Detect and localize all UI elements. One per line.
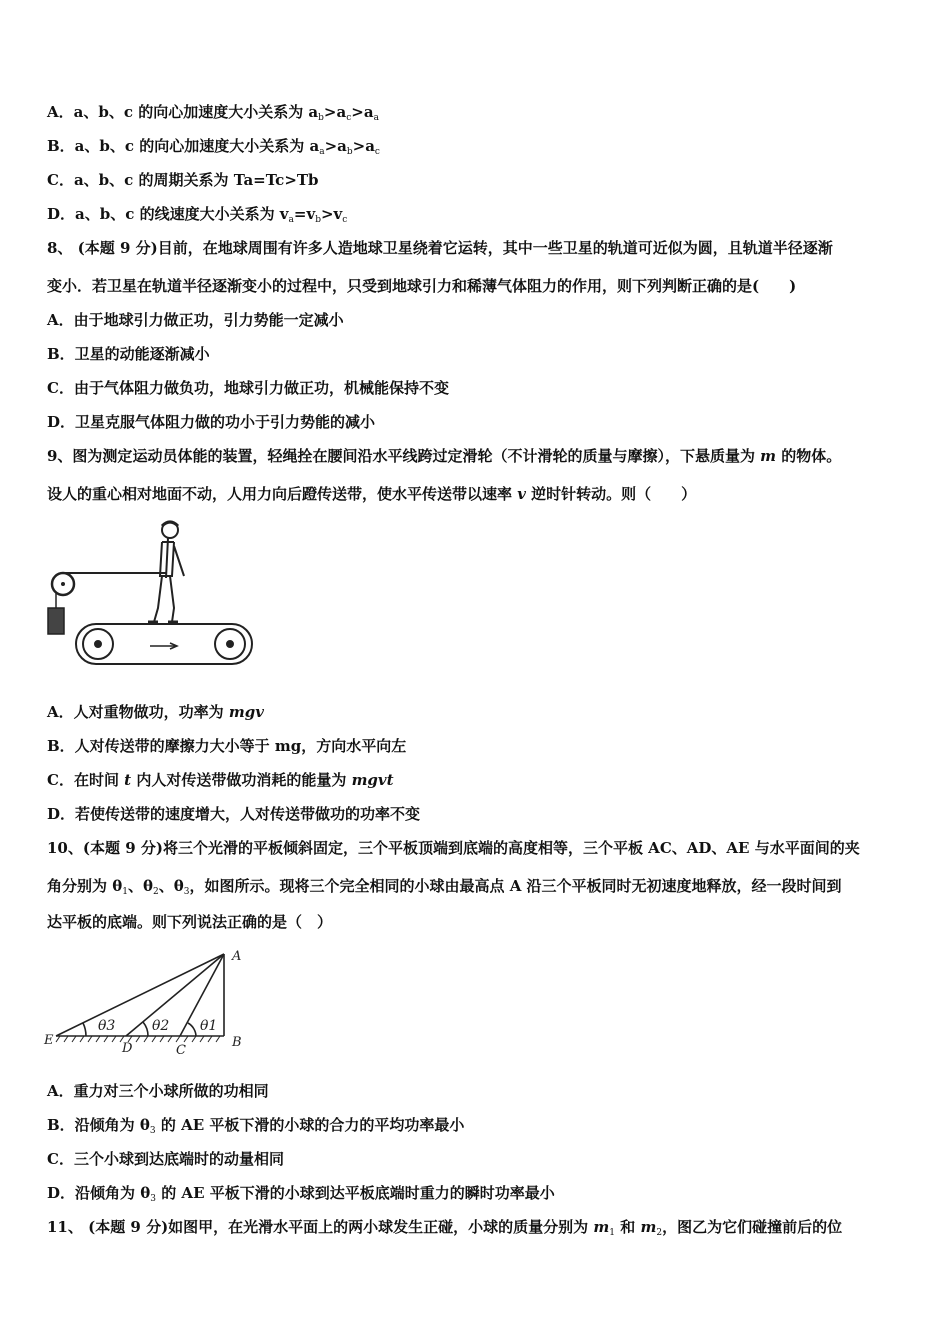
label-e: E <box>44 1033 54 1048</box>
hanging-weight <box>48 608 64 634</box>
q8-option-c: C．由于气体阻力做负功，地球引力做正功，机械能保持不变 <box>47 379 449 397</box>
label-theta-3: θ3 <box>98 1018 116 1034</box>
label-theta-2: θ2 <box>152 1018 170 1034</box>
q10-option-a: A．重力对三个小球所做的功相同 <box>47 1082 269 1100</box>
label-c: C <box>176 1043 186 1054</box>
q9-option-d: D．若使传送带的速度增大，人对传送带做功的功率不变 <box>47 805 421 823</box>
q10-option-c: C．三个小球到达底端时的动量相同 <box>47 1150 284 1168</box>
q9-stem-line-2: 设人的重心相对地面不动，人用力向后蹬传送带，使水平传送带以速率 v 逆时针转动。则（ ） <box>47 485 697 503</box>
q7-option-c: C．a、b、c 的周期关系为 Ta=Tc>Tb <box>47 171 319 189</box>
q10-stem-line-2: 角分别为 $\theta_1$、$\theta_2$、$\theta_3$，如图所示。现将三个完全相同的小球由最高点 A 沿三个平板同时无初速度地释放，经一段时间到 <box>47 877 842 897</box>
conveyor-belt <box>76 624 253 666</box>
q8-option-b: B．卫星的动能逐渐减小 <box>47 345 210 363</box>
ground-hatching <box>56 1036 220 1042</box>
q8-stem-line-2: 变小．若卫星在轨道半径逐渐变小的过程中，只受到地球引力和稀薄气体阻力的作用，则下列判断正确的是( ) <box>47 277 797 295</box>
q8-option-d: D．卫星克服气体阻力做的功小于引力势能的减小 <box>47 413 376 431</box>
q10-option-b: B．沿倾角为 $\theta_3$ 的 AE 平板下滑的小球的合力的平均功率最小 <box>47 1116 465 1136</box>
label-a: A <box>232 949 242 964</box>
q10-incline-figure <box>42 942 252 1054</box>
q11-stem-line-1: 11、 (本题 9 分)如图甲，在光滑水平面上的两小球发生正碰，小球的质量分别为 $m_1$ 和 $m_2$，图乙为它们碰撞前后的位 <box>47 1218 843 1238</box>
q7-option-d: D．a、b、c 的线速度大小关系为 $v_a=v_b>v_c$ <box>47 205 348 225</box>
q7-option-b: B．a、b、c 的向心加速度大小关系为 $a_a>a_b>a_c$ <box>47 137 380 157</box>
q8-stem-line-1: 8、 (本题 9 分)目前，在地球周围有许多人造地球卫星绕着它运转，其中一些卫星的轨道可近似为圆，且轨道半径逐渐 <box>47 239 833 257</box>
q9-option-a: A．人对重物做功，功率为 mgv <box>47 703 264 721</box>
label-d: D <box>122 1041 133 1054</box>
label-b: B <box>232 1035 242 1050</box>
q9-option-c: C．在时间 t 内人对传送带做功消耗的能量为 mgvt <box>47 771 394 789</box>
q7-option-a: A．a、b、c 的向心加速度大小关系为 $a_b>a_c>a_a$ <box>47 103 379 123</box>
q9-option-b: B．人对传送带的摩擦力大小等于 mg，方向水平向左 <box>47 737 407 755</box>
q10-stem-line-3: 达平板的底端。则下列说法正确的是（ ） <box>47 913 333 931</box>
q10-option-d: D．沿倾角为 $\theta_3$ 的 AE 平板下滑的小球到达平板底端时重力的瞬时功率最小 <box>47 1184 555 1204</box>
q8-option-a: A．由于地球引力做正功，引力势能一定减小 <box>47 311 344 329</box>
q9-treadmill-figure <box>44 518 256 666</box>
label-theta-1: θ1 <box>200 1018 218 1034</box>
q10-stem-line-1: 10、(本题 9 分)将三个光滑的平板倾斜固定，三个平板顶端到底端的高度相等，三个平板 AC、AD、AE 与水平面间的夹 <box>47 839 860 857</box>
q9-stem-line-1: 9、图为测定运动员体能的装置，轻绳拴在腰间沿水平线跨过定滑轮（不计滑轮的质量与摩擦），下悬质量为 m 的物体。 <box>47 447 842 465</box>
